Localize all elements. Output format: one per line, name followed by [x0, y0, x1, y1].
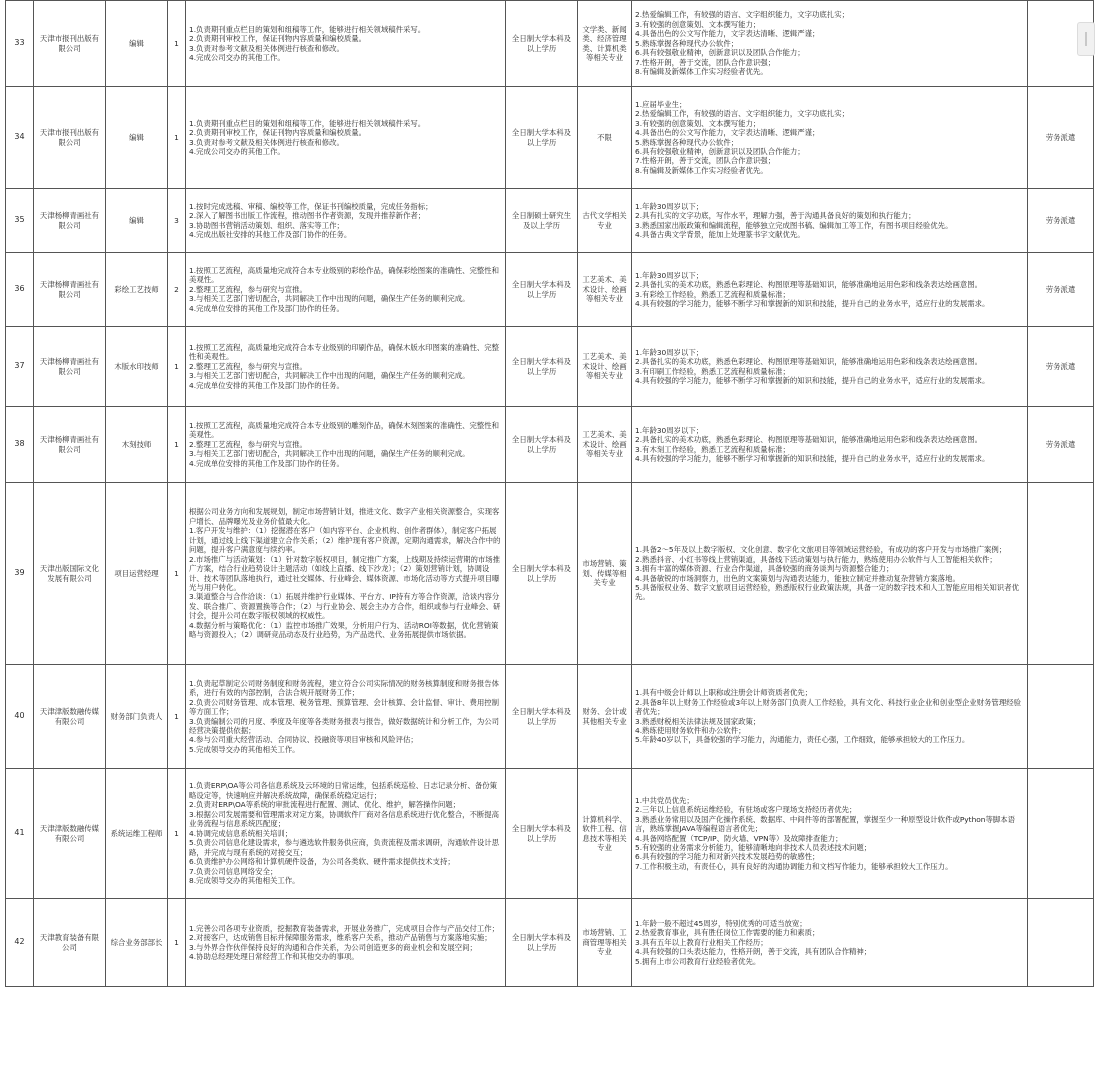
duty-line: 4.数据分析与策略优化：（1）监控市场推广效果，分析用户行为、活动ROI等数据，优化营销策略与资源投入；（2）调研竞品动态及行业趋势，为产品迭代、业务拓展提供市场依据。 — [189, 620, 499, 640]
requirement-line: 4.具备古典文学背景，能加上处理篆书字文献优先。 — [635, 229, 805, 239]
requirement-line: 6.具有较强敬业精神，创新意识以及团队合作能力； — [635, 146, 805, 156]
cell-text: 全日制大学本科及以上学历 — [511, 707, 572, 726]
requirement-line: 1.具有中级会计师以上职称或注册会计师资质者优先； — [635, 688, 813, 698]
major-requirement — [578, 1, 632, 87]
cell-text: 天津市报刊出版有限公司 — [39, 128, 100, 147]
job-duties — [186, 407, 506, 483]
cell-text: 1 — [174, 711, 179, 721]
major-requirement — [578, 407, 632, 483]
cell-text: 42 — [14, 937, 25, 947]
requirement-line: 6.具有较强敬业精神，创新意识以及团队合作能力； — [635, 48, 805, 58]
requirement-line: 3.有印刷工作经验，熟悉工艺流程和质量标准； — [635, 366, 790, 376]
cell-text: 计算机科学、软件工程、信息技术等相关专业 — [582, 814, 627, 852]
cell-text: 天津市报刊出版有限公司 — [39, 34, 100, 53]
cell-text: 1 — [174, 828, 179, 838]
requirement-line: 1.年龄一般不超过45周岁，特别优秀的可适当放宽； — [635, 918, 807, 928]
requirement-line: 4.具备网络配置（TCP/IP、防火墙、VPN等）及故障排查能力； — [635, 833, 843, 843]
requirement-line: 5.熟练掌握各种现代办公软件； — [635, 137, 739, 147]
duty-line: 5.完成领导交办的其他相关工作。 — [189, 744, 300, 754]
position-title — [106, 483, 168, 665]
row-number — [6, 87, 34, 189]
duty-line: 2.负责期刊审校工作，保证刊物内容质量和编校质量。 — [189, 128, 367, 138]
requirement-line: 5.拥有上市公司教育行业经验者优先。 — [635, 956, 761, 966]
company-name — [34, 87, 106, 189]
duty-line: 4.完成单位安排的其他工作及部门协作的任务。 — [189, 380, 344, 390]
qualification-requirements — [632, 1, 1028, 87]
cell-text: 天津教育装备有限公司 — [39, 933, 100, 952]
cell-text: 天津津版数融传媒有限公司 — [39, 824, 100, 843]
duty-line: 根据公司业务方向和发展规划，制定市场营销计划，推进文化、数字产业相关资源整合，实现客户增长、品牌曝光及业务价值最大化。 — [189, 507, 500, 526]
table-row — [6, 665, 1094, 769]
requirement-line: 1.具备2～5年及以上数字版权、文化创意、数字化文旅项目等领域运营经验，有成功的客户开发与市场推广案例； — [635, 545, 1007, 555]
duty-line: 1.客户开发与维护：（1）挖掘潜在客户（如内容平台、企业机构、创作者群体），制定客户拓展计划，通过线上线下渠道建立合作关系；（2）维护现有客户资源，定期沟通需求，解决合作中的问题，提升客户满意度与续约率。 — [189, 526, 501, 555]
row-number — [6, 253, 34, 327]
requirement-line: 5.具备版权业务、数字文旅项目运营经验，熟悉版权行业政策法规，具备一定的数字技术和人工智能应用相关知识者优先。 — [635, 582, 1019, 602]
qualification-requirements — [632, 407, 1028, 483]
requirement-line: 2.熟悉抖音、小红书等线上营销渠道，具备线下活动策划与执行能力，熟练使用办公软件与人工智能相关软件； — [635, 554, 997, 564]
cell-text: 38 — [14, 439, 25, 449]
cell-text: 木版水印技师 — [114, 361, 159, 371]
table-row — [6, 1, 1094, 87]
education-requirement — [506, 327, 578, 407]
cell-text: 劳务派遣 — [1045, 284, 1076, 294]
duty-line: 1.按时完成选稿、审稿、编校等工作，保证书刊编校质量，完成任务指标； — [189, 201, 433, 211]
major-requirement — [578, 769, 632, 899]
position-title — [106, 189, 168, 253]
position-title — [106, 1, 168, 87]
cell-text: 1 — [174, 361, 179, 371]
requirement-line: 2.具有扎实的文字功底，写作水平，理解力强，善于沟通具备良好的策划和执行能力； — [635, 211, 916, 221]
employment-method — [1028, 87, 1094, 189]
duty-line: 3.与外界合作伙伴保持良好的沟通和合作关系，为公司创造更多的商业机会和发展空间； — [189, 942, 477, 952]
cell-text: 全日制大学本科及以上学历 — [511, 933, 572, 952]
company-name — [34, 483, 106, 665]
cell-text: 35 — [14, 215, 25, 225]
cell-text: 全日制大学本科及以上学历 — [511, 128, 572, 147]
cell-text: 劳务派遣 — [1045, 439, 1076, 449]
requirement-line: 4.熟练使用财务软件和办公软件； — [635, 725, 746, 735]
requirement-line: 3.有较强的创意策划、文本撰写能力； — [635, 118, 761, 128]
duty-line: 4.完成公司交办的其他工作。 — [189, 146, 285, 156]
duty-line: 4.参与公司重大经营活动、合同协议、投融资等项目审核和风险评估； — [189, 735, 418, 745]
requirement-line: 1.应届毕业生； — [635, 99, 687, 109]
position-title — [106, 899, 168, 987]
employment-method — [1028, 407, 1094, 483]
duty-line: 8.完成领导交办的其他相关工作。 — [189, 876, 300, 886]
hire-count — [168, 253, 186, 327]
employment-method — [1028, 189, 1094, 253]
requirement-line: 2.具备扎实的美术功底，熟悉色彩理论、构图原理等基础知识，能够准确地运用色彩和线条表达绘画意图。 — [635, 280, 983, 290]
requirement-line: 8.有编辑及新媒体工作实习经验者优先。 — [635, 67, 768, 77]
duty-line: 1.按照工艺流程，高质量地完成符合本专业级别的雕刻作品，确保木刻图案的准确性、完整性和美观性。 — [189, 420, 500, 440]
cell-text: 33 — [14, 38, 25, 48]
cell-text: 编辑 — [129, 215, 144, 225]
employment-method — [1028, 327, 1094, 407]
duty-line: 3.负责对参考文献及相关体例进行核查和修改。 — [189, 43, 344, 53]
company-name — [34, 327, 106, 407]
education-requirement — [506, 483, 578, 665]
row-number — [6, 769, 34, 899]
duty-line: 3.负责对参考文献及相关体例进行核查和修改。 — [189, 137, 344, 147]
duty-line: 2.负责对ERP\OA等系统的审批流程进行配置、测试、优化、维护，解答操作问题； — [189, 800, 461, 810]
duty-line: 3.与相关工艺部门密切配合，共同解决工作中出现的问题，确保生产任务的顺利完成。 — [189, 371, 470, 381]
employment-method — [1028, 253, 1094, 327]
duty-line: 4.完成出版社安排的其他工作及部门协作的任务。 — [189, 229, 352, 239]
requirement-line: 1.年龄30周岁以下； — [635, 201, 704, 211]
duty-line: 5.负责公司信息化建设需求，参与遴选软件服务供应商，负责流程及需求调研，沟通软件设计思路，并完成与现有系统的对接交互； — [189, 838, 500, 857]
duty-line: 6.负责维护办公网络和计算机硬件设备，为公司各类软、硬件需求提供技术支持； — [189, 857, 455, 867]
requirement-line: 5.年龄40岁以下，具备较强的学习能力，沟通能力，责任心强，工作细致，能够承担较大的工作压力。 — [635, 735, 970, 745]
cell-text: 1 — [174, 132, 179, 142]
table-row — [6, 189, 1094, 253]
cell-text: 2 — [174, 284, 179, 294]
company-name — [34, 407, 106, 483]
company-name — [34, 899, 106, 987]
cell-text: 系统运维工程师 — [110, 828, 163, 838]
cell-text: 3 — [174, 215, 179, 225]
requirement-line: 6.具有较强的学习能力和对新兴技术发展趋势的敏感性； — [635, 852, 820, 862]
company-name — [34, 1, 106, 87]
cell-text: 彩绘工艺技师 — [114, 284, 159, 294]
qualification-requirements — [632, 189, 1028, 253]
hire-count — [168, 769, 186, 899]
cell-text: 全日制大学本科及以上学历 — [511, 564, 572, 583]
cell-text: 全日制大学本科及以上学历 — [511, 824, 572, 843]
cell-text: 1 — [174, 439, 179, 449]
qualification-requirements — [632, 899, 1028, 987]
qualification-requirements — [632, 483, 1028, 665]
requirement-line: 1.中共党员优先； — [635, 795, 694, 805]
requirement-line: 4.具有较强的学习能力，能够不断学习和掌握新的知识和技能，提升自己的业务水平，适应行业的发展需求。 — [635, 298, 990, 308]
cell-text: 工艺美术、美术设计、绘画等相关专业 — [582, 275, 627, 304]
cell-text: 古代文学相关专业 — [582, 211, 627, 230]
scroll-handle[interactable] — [1077, 22, 1095, 56]
company-name — [34, 665, 106, 769]
job-duties — [186, 327, 506, 407]
cell-text: 全日制大学本科及以上学历 — [511, 435, 572, 454]
major-requirement — [578, 899, 632, 987]
job-duties — [186, 665, 506, 769]
hire-count — [168, 327, 186, 407]
cell-text: 全日制硕士研究生及以上学历 — [511, 211, 572, 230]
recruitment-table-sheet — [5, 0, 1093, 987]
duty-line: 2.负责期刊审校工作，保证刊物内容质量和编校质量。 — [189, 34, 367, 44]
cell-text: 全日制大学本科及以上学历 — [511, 34, 572, 53]
qualification-requirements — [632, 665, 1028, 769]
qualification-requirements — [632, 327, 1028, 407]
requirement-line: 4.具有较强的口头表达能力，性格开朗，善于交流，具有团队合作精神； — [635, 947, 872, 957]
job-duties — [186, 253, 506, 327]
position-title — [106, 769, 168, 899]
hire-count — [168, 483, 186, 665]
duty-line: 3.负责编制公司的月度、季度及年度等各类财务报表与报告，做好数据统计和分析工作，为公司经营决策提供依据； — [189, 716, 500, 735]
employment-method — [1028, 483, 1094, 665]
cell-text: 不限 — [597, 132, 612, 142]
duty-line: 4.协调完成信息系统相关培训； — [189, 828, 293, 838]
duty-line: 2.整理工艺流程，参与研究与宣推。 — [189, 361, 307, 371]
recruitment-table — [5, 0, 1094, 987]
cell-text: 40 — [14, 711, 25, 721]
position-title — [106, 87, 168, 189]
cell-text: 劳务派遣 — [1045, 132, 1076, 142]
row-number — [6, 899, 34, 987]
requirement-line: 4.具有较强的学习能力，能够不断学习和掌握新的知识和技能，提升自己的业务水平，适应行业的发展需求。 — [635, 375, 990, 385]
duty-line: 7.负责公司信息网络安全； — [189, 866, 278, 876]
duty-line: 4.协助总经理处理日常经营工作和其他交办的事项。 — [189, 951, 359, 961]
education-requirement — [506, 899, 578, 987]
requirement-line: 2.具备8年以上财务工作经验或3年以上财务部门负责人工作经验，具有文化、科技行业企业和创业型企业财务管理经验者优先； — [635, 697, 1021, 717]
duty-line: 3.协助图书营销活动策划、组织、落实等工作； — [189, 220, 344, 230]
cell-text: 综合业务部部长 — [110, 937, 163, 947]
table-row — [6, 407, 1094, 483]
row-number — [6, 665, 34, 769]
requirement-line: 4.具备出色的公文写作能力，文字表达清晰、逻辑严谨； — [635, 29, 820, 39]
requirement-line: 2.具备扎实的美术功底，熟悉色彩理论、构图原理等基础知识，能够准确地运用色彩和线条表达绘画意图。 — [635, 357, 983, 367]
employment-method — [1028, 665, 1094, 769]
requirement-line: 3.熟悉业务常用以及国产化操作系统、数据库、中间件等的部署配置，掌握至少一种原型设计软件或Python等脚本语言，熟练掌握JAVA等编程语言者优先； — [635, 814, 1016, 834]
duty-line: 1.负责起草制定公司财务制度和财务流程，建立符合公司实际情况的财务核算制度和财务报告体系，进行有效的内部控制，合法合规开展财务工作； — [189, 678, 500, 698]
requirement-line: 3.有较强的创意策划、文本撰写能力； — [635, 19, 761, 29]
requirement-line: 7.工作积极主动，有责任心，具有良好的沟通协调能力和文档写作能力，能够承担较大工作压力。 — [635, 861, 953, 871]
requirement-line: 7.性格开朗，善于交流，团队合作意识强； — [635, 57, 776, 67]
requirement-line: 1.年龄30周岁以下； — [635, 347, 704, 357]
major-requirement — [578, 189, 632, 253]
education-requirement — [506, 253, 578, 327]
cell-text: 天津杨柳青画社有限公司 — [39, 211, 100, 230]
education-requirement — [506, 1, 578, 87]
hire-count — [168, 1, 186, 87]
duty-line: 2.整理工艺流程，参与研究与宣推。 — [189, 439, 307, 449]
cell-text: 财务、会计或其他相关专业 — [582, 707, 627, 726]
duty-line: 3.与相关工艺部门密切配合，共同解决工作中出现的问题，确保生产任务的顺利完成。 — [189, 294, 470, 304]
cell-text: 天津出版国际文化发展有限公司 — [39, 564, 100, 583]
education-requirement — [506, 87, 578, 189]
duty-line: 4.完成单位安排的其他工作及部门协作的任务。 — [189, 458, 344, 468]
cell-text: 全日制大学本科及以上学历 — [511, 280, 572, 299]
requirement-line: 7.性格开朗，善于交流，团队合作意识强； — [635, 156, 776, 166]
cell-text: 天津津版数融传媒有限公司 — [39, 707, 100, 726]
duty-line: 2.深入了解图书出版工作流程，推动图书作者资源，发现并推荐新作者； — [189, 211, 426, 221]
cell-text: 市场营销、工商管理等相关专业 — [582, 928, 627, 957]
cell-text: 劳务派遣 — [1045, 361, 1076, 371]
requirement-line: 3.具有五年以上教育行业相关工作经历； — [635, 937, 768, 947]
major-requirement — [578, 483, 632, 665]
requirement-line: 3.有彩绘工作经验，熟悉工艺流程和质量标准； — [635, 289, 790, 299]
requirement-line: 3.有木刻工作经验，熟悉工艺流程和质量标准； — [635, 444, 790, 454]
duty-line: 3.与相关工艺部门密切配合，共同解决工作中出现的问题，确保生产任务的顺利完成。 — [189, 449, 470, 459]
cell-text: 41 — [14, 828, 25, 838]
education-requirement — [506, 189, 578, 253]
duty-line: 1.负责ERP\OA等公司各信息系统及云环境的日常运维，包括系统巡检、日志记录分析、备份策略设定等，快速响应并解决系统故障，确保系统稳定运行； — [189, 781, 498, 800]
position-title — [106, 253, 168, 327]
qualification-requirements — [632, 253, 1028, 327]
table-row — [6, 899, 1094, 987]
duty-line: 2.整理工艺流程，参与研究与宣推。 — [189, 284, 307, 294]
requirement-line: 1.年龄30周岁以下； — [635, 425, 704, 435]
major-requirement — [578, 253, 632, 327]
requirement-line: 2.热爱教育事业，具有胜任岗位工作需要的能力和素质； — [635, 928, 820, 938]
duty-line: 3.根据公司发展需要和管理需求对定方案，协调软件厂商对各信息系统进行优化整合，不断提高业务流程与信息系统匹配度； — [189, 809, 500, 829]
employment-method — [1028, 899, 1094, 987]
requirement-line: 5.熟练掌握各种现代办公软件； — [635, 38, 739, 48]
row-number — [6, 327, 34, 407]
cell-text: 34 — [14, 132, 25, 142]
cell-text: 劳务派遣 — [1045, 215, 1076, 225]
duty-line: 4.完成公司交办的其他工作。 — [189, 52, 285, 62]
job-duties — [186, 87, 506, 189]
job-duties — [186, 1, 506, 87]
education-requirement — [506, 769, 578, 899]
cell-text: 编辑 — [129, 132, 144, 142]
requirement-line: 4.具有较强的学习能力，能够不断学习和掌握新的知识和技能，提升自己的业务水平，适应行业的发展需求。 — [635, 453, 990, 463]
requirement-line: 3.熟悉财税相关法律法规及国家政策； — [635, 716, 761, 726]
position-title — [106, 407, 168, 483]
duty-line: 2.负责公司财务管理、成本管理、税务管理、预算管理、会计核算、会计监督、审计、费用控制等方面工作； — [189, 697, 500, 717]
cell-text: 37 — [14, 361, 25, 371]
row-number — [6, 189, 34, 253]
job-duties — [186, 899, 506, 987]
requirement-line: 2.三年以上信息系统运维经验，有驻场或客户现场支持经历者优先； — [635, 805, 857, 815]
cell-text: 39 — [14, 568, 25, 578]
row-number — [6, 1, 34, 87]
major-requirement — [578, 327, 632, 407]
cell-text: 工艺美术、美术设计、绘画等相关专业 — [582, 352, 627, 381]
job-duties — [186, 769, 506, 899]
duty-line: 1.完善公司各项专业资质，挖掘教育装备需求，开展业务推广，完成项目合作与产品交付工作； — [189, 923, 500, 933]
duty-line: 2.市场推广与活动策划：（1）针对数字版权项目，制定推广方案，上线期及持续运营期的市场推广方案，结合行业趋势设计主题活动（如线上直播、线下沙龙）；（2）策划营销计划，协调设计、技术等团队落地执行，通过社交媒体、行业峰会、媒体资源、市场化活动等方式提升项目曝光与用户转化。 — [189, 554, 501, 592]
table-row — [6, 253, 1094, 327]
requirement-line: 3.熟悉国家出版政策和编辑流程，能够独立完成图书稿、编辑加工等工作，有图书项目经验优先。 — [635, 220, 953, 230]
duty-line: 1.按照工艺流程，高质量地完成符合本专业级别的印刷作品，确保木版水印图案的准确性、完整性和美观性。 — [189, 342, 500, 362]
duty-line: 1.负责期刊重点栏目的策划和组稿等工作，能够进行相关领域稿件采写。 — [189, 118, 426, 128]
requirement-line: 1.年龄30周岁以下； — [635, 270, 704, 280]
requirement-line: 2.热爱编辑工作，有较强的语言、文字组织能力，文字功底扎实； — [635, 10, 849, 20]
cell-text: 全日制大学本科及以上学历 — [511, 357, 572, 376]
hire-count — [168, 665, 186, 769]
duty-line: 2.对接客户，达成销售目标并保障服务需求，维系客户关系，推动产品销售与方案落地实施； — [189, 933, 492, 943]
requirement-line: 5.有较强的业务需求分析能力，能够清晰地向非技术人员表述技术问题； — [635, 842, 872, 852]
hire-count — [168, 407, 186, 483]
hire-count — [168, 189, 186, 253]
major-requirement — [578, 665, 632, 769]
education-requirement — [506, 407, 578, 483]
cell-text: 木刻技师 — [121, 439, 152, 449]
cell-text: 天津杨柳青画社有限公司 — [39, 435, 100, 454]
requirement-line: 2.具备扎实的美术功底，熟悉色彩理论、构图原理等基础知识，能够准确地运用色彩和线条表达绘画意图。 — [635, 435, 983, 445]
cell-text: 天津杨柳青画社有限公司 — [39, 280, 100, 299]
position-title — [106, 327, 168, 407]
duty-line: 3.渠道整合与合作洽谈：（1）拓展并维护行业媒体、平台方、IP持有方等合作资源，洽谈内容分发、联合推广、资源置换等合作；（2）与行业协会、展会主办方合作，组织或参与行业峰会、研讨会，提升公司在数字版权领域的权威性。 — [189, 592, 501, 621]
table-row — [6, 769, 1094, 899]
hire-count — [168, 87, 186, 189]
requirement-line: 8.有编辑及新媒体工作实习经验者优先。 — [635, 165, 768, 175]
row-number — [6, 483, 34, 665]
cell-text: 1 — [174, 937, 179, 947]
cell-text: 1 — [174, 38, 179, 48]
qualification-requirements — [632, 87, 1028, 189]
cell-text: 工艺美术、美术设计、绘画等相关专业 — [582, 430, 627, 459]
cell-text: 天津杨柳青画社有限公司 — [39, 357, 100, 376]
duty-line: 4.完成单位安排的其他工作及部门协作的任务。 — [189, 303, 344, 313]
employment-method — [1028, 769, 1094, 899]
cell-text: 文学类、新闻类、经济管理类、计算机类等相关专业 — [582, 24, 627, 62]
job-duties — [186, 483, 506, 665]
position-title — [106, 665, 168, 769]
grip-icon — [1085, 32, 1087, 46]
requirement-line: 4.具备出色的公文写作能力，文字表达清晰、逻辑严谨； — [635, 128, 820, 138]
requirement-line: 3.拥有丰富的媒体资源、行业合作渠道，具备较强的商务谈判与资源整合能力； — [635, 564, 894, 574]
duty-line: 1.按照工艺流程，高质量地完成符合本专业级别的彩绘作品，确保彩绘图案的准确性、完整性和美观性。 — [189, 265, 500, 285]
table-row — [6, 87, 1094, 189]
hire-count — [168, 899, 186, 987]
table-row — [6, 327, 1094, 407]
education-requirement — [506, 665, 578, 769]
duty-line: 1.负责期刊重点栏目的策划和组稿等工作，能够进行相关领域稿件采写。 — [189, 24, 426, 34]
major-requirement — [578, 87, 632, 189]
cell-text: 项目运营经理 — [114, 568, 159, 578]
company-name — [34, 253, 106, 327]
cell-text: 财务部门负责人 — [110, 711, 163, 721]
company-name — [34, 189, 106, 253]
cell-text: 市场营销、策划、传媒等相关专业 — [582, 559, 627, 588]
job-duties — [186, 189, 506, 253]
cell-text: 1 — [174, 568, 179, 578]
qualification-requirements — [632, 769, 1028, 899]
cell-text: 36 — [14, 284, 25, 294]
requirement-line: 4.具备敏锐的市场洞察力，出色的文案策划与沟通表达能力，能独立制定并推动复杂营销方案落地。 — [635, 573, 960, 583]
cell-text: 编辑 — [129, 38, 144, 48]
requirement-line: 2.热爱编辑工作，有较强的语言、文字组织能力，文字功底扎实； — [635, 109, 849, 119]
row-number — [6, 407, 34, 483]
company-name — [34, 769, 106, 899]
table-row — [6, 483, 1094, 665]
